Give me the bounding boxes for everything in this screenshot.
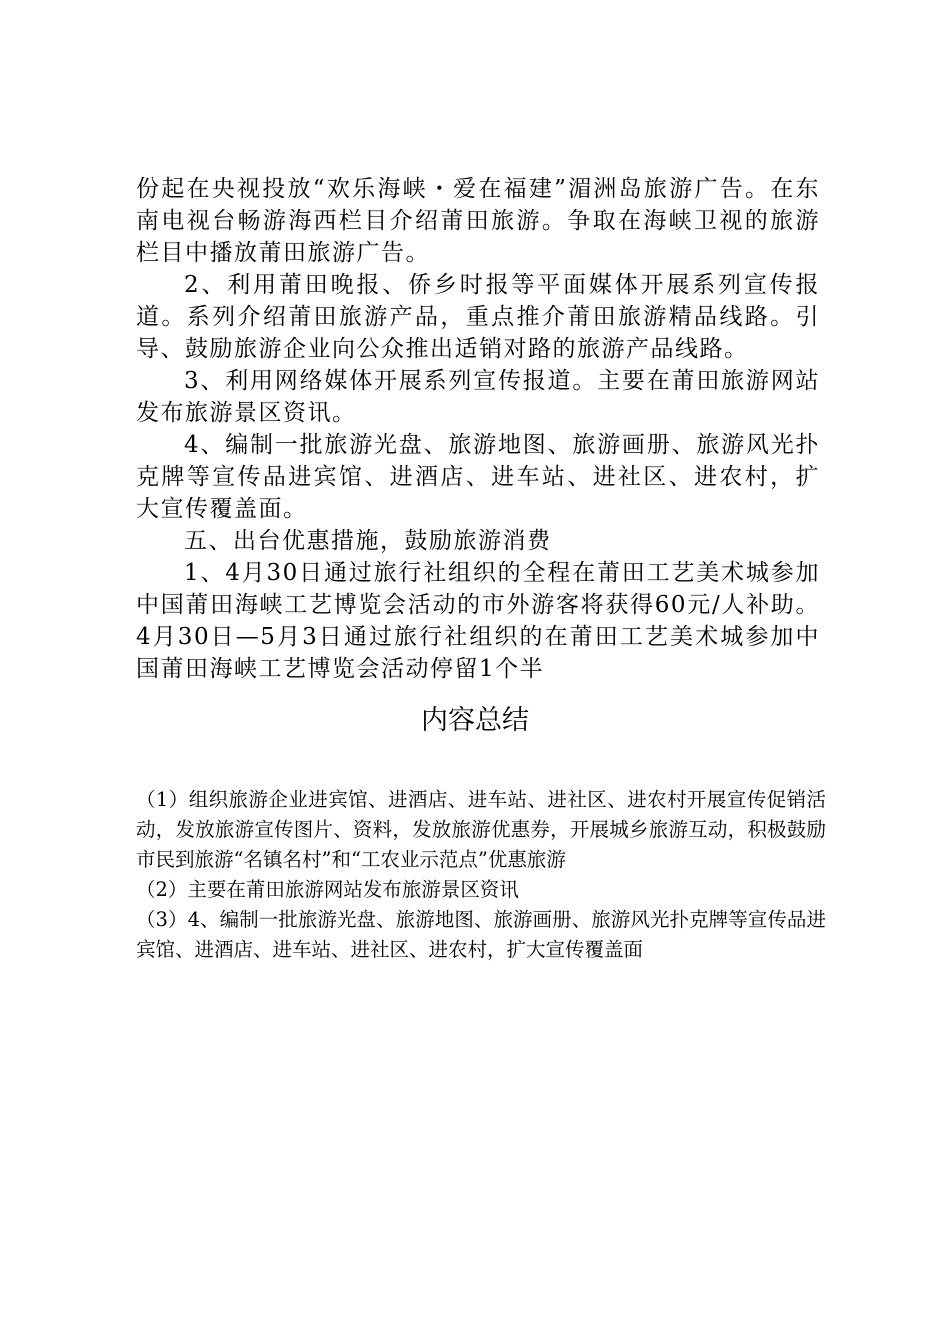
summary-item: （1）组织旅游企业进宾馆、进酒店、进车站、进社区、进农村开展宣传促销活动，发放旅游宣传图片、资料，发放旅游优惠券，开展城乡旅游互动，积极鼓励市民到旅游“名镇名村”和“工农业示范点”优惠旅游 [136,788,826,871]
summary-title: 内容总结 [421,705,529,736]
body-paragraph: 份起在央视投放“欢乐海峡・爱在福建”湄洲岛旅游广告。在东南电视台畅游海西栏目介绍莆田旅游。争取在海峡卫视的旅游栏目中播放莆田旅游广告。 [136,176,820,266]
summary-list [136,785,826,965]
body-paragraph: 3、利用网络媒体开展系列宣传报道。主要在莆田旅游网站发布旅游景区资讯。 [136,368,820,426]
body-paragraph: 4、编制一批旅游光盘、旅游地图、旅游画册、旅游风光扑克牌等宣传品进宾馆、进酒店、进车站、进社区、进农村，扩大宣传覆盖面。 [136,432,820,522]
body-paragraph: 1、4月30日通过旅行社组织的全程在莆田工艺美术城参加中国莆田海峡工艺博览会活动的市外游客将获得60元/人补助。4月30日—5月3日通过旅行社组织的在莆田工艺美术城参加中国莆田海峡工艺博览会活动停留1个半 [136,560,820,682]
summary-item: （2）主要在莆田旅游网站发布旅游景区资讯 [136,878,519,901]
summary-item: （3）4、编制一批旅游光盘、旅游地图、旅游画册、旅游风光扑克牌等宣传品进宾馆、进酒店、进车站、进社区、进农村，扩大宣传覆盖面 [136,908,826,961]
body-paragraph: 2、利用莆田晚报、侨乡时报等平面媒体开展系列宣传报道。系列介绍莆田旅游产品，重点推介莆田旅游精品线路。引导、鼓励旅游企业向公众推出适销对路的旅游产品线路。 [136,272,820,362]
section-heading: 五、出台优惠措施，鼓励旅游消费 [184,528,552,554]
document-body [136,173,820,685]
